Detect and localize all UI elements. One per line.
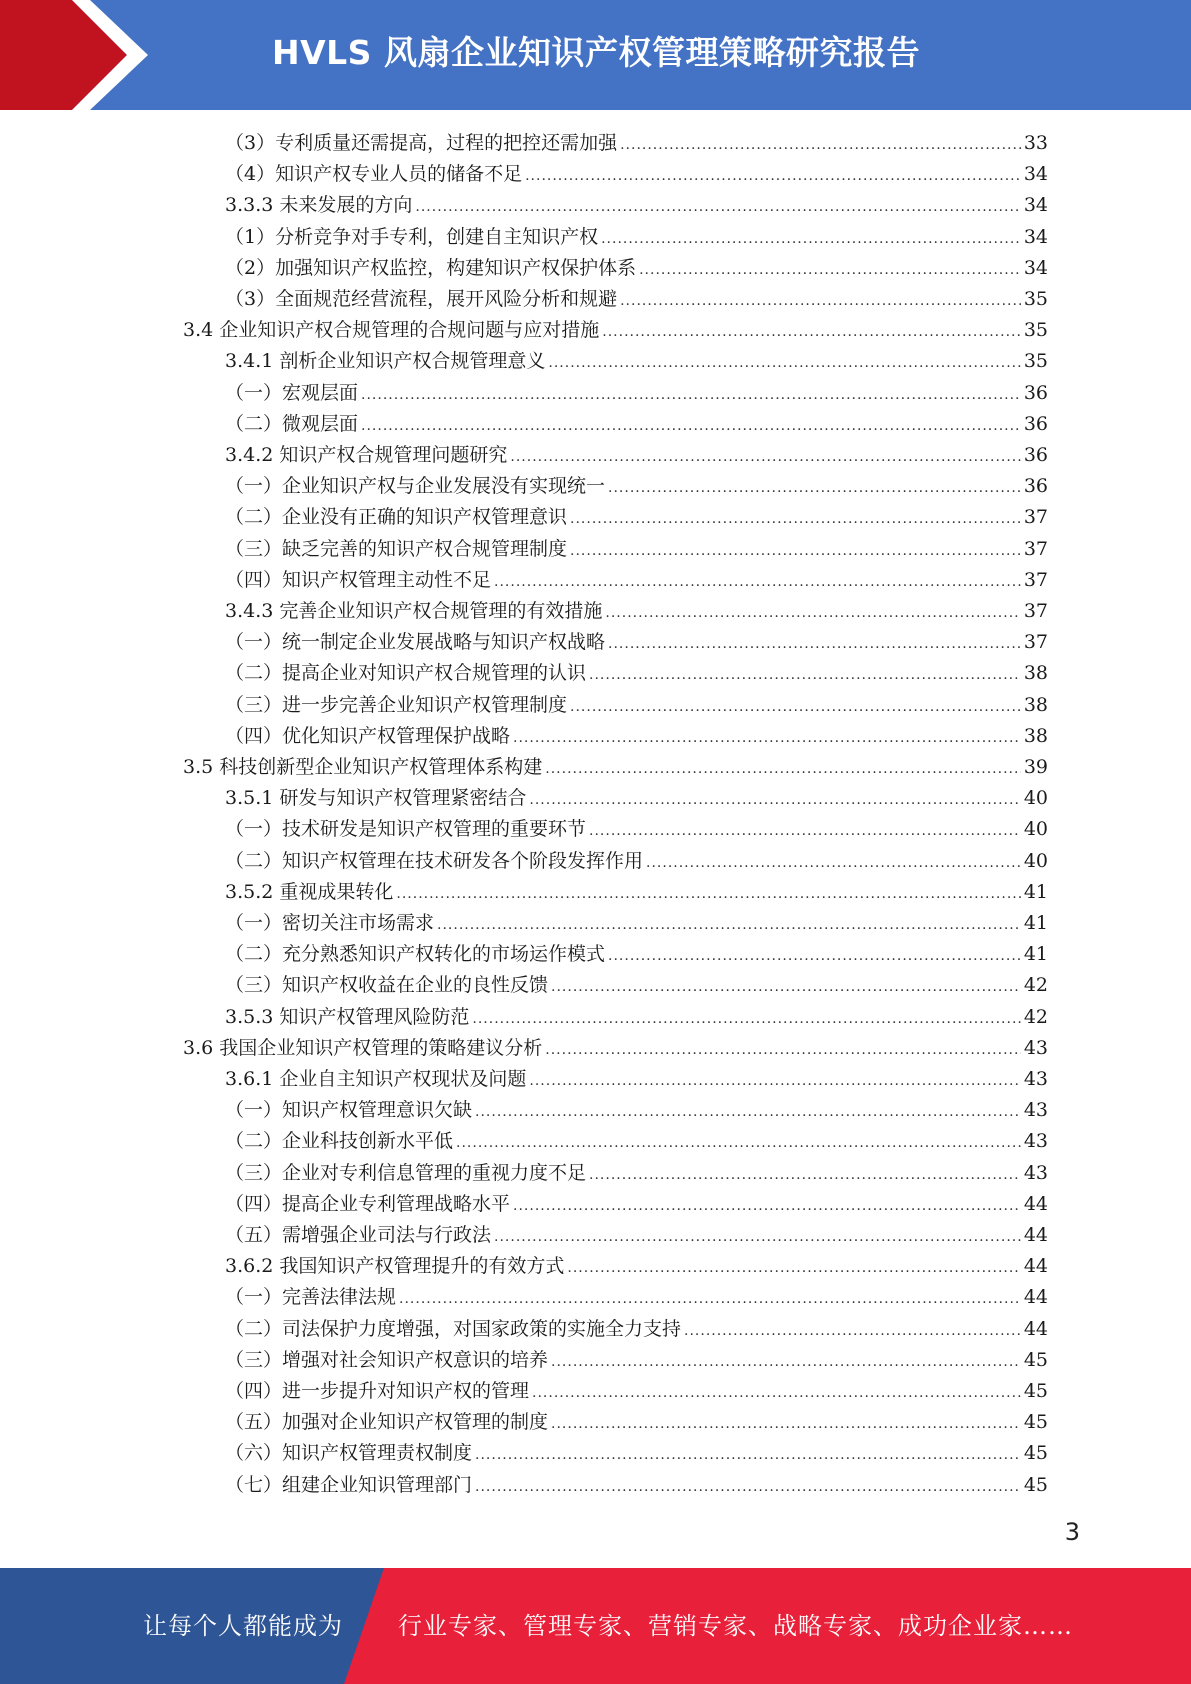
toc-entry-title: （一）技术研发是知识产权管理的重要环节	[225, 818, 587, 841]
toc-dot-leader	[589, 660, 1021, 691]
toc-dot-leader	[608, 941, 1021, 972]
toc-entry-title: （七）组建企业知识管理部门	[225, 1473, 473, 1496]
toc-entry[interactable]	[225, 846, 1048, 877]
toc-entry-title: （二）企业科技创新水平低	[225, 1130, 454, 1153]
toc-entry-title: （二）企业没有正确的知识产权管理意识	[225, 506, 568, 529]
toc-dot-leader	[620, 130, 1021, 161]
toc-dot-leader	[567, 1253, 1020, 1284]
toc-entry-page-number: 43	[1023, 1130, 1048, 1153]
toc-entry-page-number: 38	[1023, 724, 1048, 747]
toc-entry[interactable]	[225, 1002, 1048, 1033]
toc-dot-leader	[437, 910, 1021, 941]
toc-entry-title: （四）优化知识产权管理保护战略	[225, 724, 511, 747]
toc-entry-title: （一）完善法律法规	[225, 1286, 397, 1309]
toc-dot-leader	[548, 348, 1020, 379]
toc-entry[interactable]	[225, 658, 1048, 689]
toc-entry-page-number: 37	[1023, 506, 1048, 529]
toc-entry[interactable]	[225, 1064, 1048, 1095]
toc-entry-title: 3.5 科技创新型企业知识产权管理体系构建	[183, 756, 543, 778]
toc-entry-title: 3.6.2 我国知识产权管理提升的有效方式	[225, 1255, 565, 1278]
toc-entry-page-number: 38	[1023, 693, 1048, 716]
toc-entry[interactable]	[225, 253, 1048, 284]
toc-entry[interactable]	[225, 1345, 1048, 1376]
toc-entry-title: 3.6.1 企业自主知识产权现状及问题	[225, 1068, 527, 1090]
toc-entry[interactable]	[225, 440, 1048, 471]
toc-entry-title: 3.5.2 重视成果转化	[225, 880, 394, 903]
toc-entry-page-number: 40	[1023, 818, 1048, 841]
toc-entry-title: （三）缺乏完善的知识产权合规管理制度	[225, 537, 568, 560]
toc-entry-title: （一）统一制定企业发展战略与知识产权战略	[225, 631, 606, 654]
toc-dot-leader	[551, 972, 1021, 1003]
toc-dot-leader	[456, 1128, 1021, 1159]
toc-entry-title: 3.3.3 未来发展的方向	[225, 194, 413, 217]
toc-entry-page-number: 35	[1023, 319, 1048, 342]
toc-dot-leader	[510, 442, 1020, 473]
toc-entry[interactable]	[225, 721, 1048, 752]
toc-entry[interactable]	[225, 1095, 1048, 1126]
toc-entry-title: （4）知识产权专业人员的储备不足	[225, 163, 523, 186]
toc-dot-leader	[475, 1097, 1021, 1128]
toc-entry-page-number: 37	[1023, 537, 1048, 560]
toc-dot-leader	[361, 380, 1021, 411]
toc-entry-page-number: 44	[1023, 1255, 1048, 1278]
toc-dot-leader	[601, 224, 1021, 255]
toc-entry[interactable]	[183, 752, 1048, 783]
toc-entry-page-number: 34	[1023, 163, 1048, 186]
toc-entry[interactable]	[225, 970, 1048, 1001]
toc-dot-leader	[602, 317, 1021, 348]
toc-entry-title: （三）进一步完善企业知识产权管理制度	[225, 693, 568, 716]
toc-entry-title: （一）密切关注市场需求	[225, 912, 435, 934]
toc-entry[interactable]	[225, 534, 1048, 565]
toc-entry-page-number: 43	[1023, 1068, 1048, 1090]
toc-entry-page-number: 45	[1023, 1411, 1048, 1434]
toc-entry[interactable]	[183, 1033, 1048, 1064]
toc-dot-leader	[646, 848, 1021, 879]
page-header	[0, 0, 1191, 110]
toc-entry-page-number: 38	[1023, 662, 1048, 685]
toc-entry-page-number: 45	[1023, 1442, 1048, 1465]
toc-entry-page-number: 44	[1023, 1224, 1048, 1246]
toc-entry-title: （1）分析竞争对手专利，创建自主知识产权	[225, 225, 599, 248]
toc-dot-leader	[399, 1284, 1021, 1315]
toc-entry-page-number: 36	[1023, 381, 1048, 404]
toc-entry[interactable]	[225, 1282, 1048, 1313]
page-footer	[0, 1568, 1191, 1684]
toc-entry[interactable]	[225, 409, 1048, 440]
toc-entry-title: （五）需增强企业司法与行政法	[225, 1224, 492, 1246]
toc-entry[interactable]	[225, 1470, 1048, 1501]
toc-dot-leader	[472, 1004, 1020, 1035]
toc-entry-page-number: 45	[1023, 1473, 1048, 1496]
toc-dot-leader	[551, 1347, 1021, 1378]
toc-entry-title: （三）企业对专利信息管理的重视力度不足	[225, 1161, 587, 1184]
toc-dot-leader	[513, 1191, 1021, 1222]
toc-entry-page-number: 44	[1023, 1286, 1048, 1309]
toc-entry[interactable]	[225, 1251, 1048, 1282]
toc-entry-page-number: 43	[1023, 1099, 1048, 1122]
toc-entry[interactable]	[225, 1376, 1048, 1407]
toc-entry-page-number: 33	[1023, 132, 1048, 154]
toc-entry-page-number: 36	[1023, 444, 1048, 466]
toc-entry[interactable]	[225, 1126, 1048, 1157]
toc-entry-page-number: 42	[1023, 974, 1048, 997]
toc-entry-title: （四）提高企业专利管理战略水平	[225, 1192, 511, 1215]
toc-entry-title: （2）加强知识产权监控，构建知识产权保护体系	[225, 256, 637, 279]
toc-entry[interactable]	[225, 128, 1048, 159]
toc-dot-leader	[532, 1378, 1021, 1409]
toc-entry[interactable]	[225, 502, 1048, 533]
toc-entry-title: （二）充分熟悉知识产权转化的市场运作模式	[225, 943, 606, 966]
toc-entry-page-number: 37	[1023, 631, 1048, 654]
toc-entry-title: （一）企业知识产权与企业发展没有实现统一	[225, 475, 606, 498]
toc-entry-page-number: 41	[1023, 880, 1048, 903]
toc-dot-leader	[415, 192, 1020, 223]
toc-dot-leader	[529, 1066, 1020, 1097]
toc-entry-title: （二）微观层面	[225, 412, 359, 435]
toc-entry-page-number: 37	[1023, 568, 1048, 591]
footer-slogan-right: 行业专家、管理专家、营销专家、战略专家、成功企业家……	[398, 1612, 1073, 1640]
toc-dot-leader	[570, 536, 1021, 567]
toc-dot-leader	[605, 598, 1020, 629]
toc-entry[interactable]	[225, 471, 1048, 502]
toc-entry-title: （一）宏观层面	[225, 381, 359, 404]
document-title: HVLS 风扇企业知识产权管理策略研究报告	[272, 33, 920, 72]
toc-dot-leader	[570, 692, 1021, 723]
toc-entry-title: 3.5.1 研发与知识产权管理紧密结合	[225, 787, 527, 810]
toc-entry[interactable]	[225, 939, 1048, 970]
toc-entry[interactable]	[225, 1220, 1048, 1251]
toc-entry[interactable]	[225, 565, 1048, 596]
toc-dot-leader	[608, 473, 1021, 504]
toc-entry[interactable]	[225, 1438, 1048, 1469]
toc-entry-page-number: 39	[1023, 756, 1048, 778]
toc-dot-leader	[529, 785, 1020, 816]
toc-entry-title: 3.5.3 知识产权管理风险防范	[225, 1005, 470, 1028]
toc-entry-page-number: 34	[1023, 194, 1048, 217]
toc-dot-leader	[684, 1316, 1021, 1347]
toc-entry-title: （一）知识产权管理意识欠缺	[225, 1099, 473, 1122]
toc-dot-leader	[396, 879, 1020, 910]
toc-dot-leader	[639, 255, 1021, 286]
toc-entry-title: （二）提高企业对知识产权合规管理的认识	[225, 662, 587, 685]
toc-entry-title: （3）全面规范经营流程，展开风险分析和规避	[225, 288, 618, 310]
toc-entry[interactable]	[225, 783, 1048, 814]
toc-entry-page-number: 44	[1023, 1317, 1048, 1340]
toc-entry[interactable]	[225, 690, 1048, 721]
toc-entry[interactable]	[225, 627, 1048, 658]
toc-dot-leader	[475, 1472, 1021, 1503]
toc-dot-leader	[525, 161, 1021, 192]
toc-dot-leader	[545, 1035, 1021, 1066]
toc-entry-page-number: 36	[1023, 412, 1048, 435]
toc-entry[interactable]	[225, 908, 1048, 939]
toc-entry-title: 3.4.3 完善企业知识产权合规管理的有效措施	[225, 600, 603, 622]
toc-dot-leader	[475, 1440, 1021, 1471]
toc-entry[interactable]	[225, 596, 1048, 627]
toc-entry[interactable]	[183, 315, 1048, 346]
toc-entry[interactable]	[225, 190, 1048, 221]
toc-entry[interactable]	[225, 1314, 1048, 1345]
toc-entry-page-number: 44	[1023, 1192, 1048, 1215]
toc-entry-title: （三）增强对社会知识产权意识的培养	[225, 1348, 549, 1371]
toc-dot-leader	[620, 286, 1021, 317]
toc-entry[interactable]	[225, 284, 1048, 315]
toc-entry[interactable]	[225, 346, 1048, 377]
toc-entry-page-number: 35	[1023, 288, 1048, 310]
toc-entry-page-number: 40	[1023, 849, 1048, 872]
toc-entry-title: （3）专利质量还需提高，过程的把控还需加强	[225, 132, 618, 154]
toc-entry-title: 3.4.1 剖析企业知识产权合规管理意义	[225, 350, 546, 373]
toc-entry-page-number: 34	[1023, 256, 1048, 279]
toc-entry[interactable]	[225, 814, 1048, 845]
toc-entry-page-number: 37	[1023, 600, 1048, 622]
toc-entry-page-number: 36	[1023, 475, 1048, 498]
toc-entry-page-number: 41	[1023, 912, 1048, 934]
toc-dot-leader	[494, 567, 1021, 598]
toc-entry-title: （二）司法保护力度增强，对国家政策的实施全力支持	[225, 1317, 682, 1340]
toc-entry-title: （五）加强对企业知识产权管理的制度	[225, 1411, 549, 1434]
toc-entry-page-number: 42	[1023, 1005, 1048, 1028]
toc-entry-title: （三）知识产权收益在企业的良性反馈	[225, 974, 549, 997]
toc-entry-title: 3.4.2 知识产权合规管理问题研究	[225, 444, 508, 466]
toc-entry-title: （四）知识产权管理主动性不足	[225, 568, 492, 591]
toc-entry-page-number: 34	[1023, 225, 1048, 248]
toc-entry-page-number: 43	[1023, 1161, 1048, 1184]
toc-dot-leader	[551, 1409, 1021, 1440]
toc-entry-title: 3.6 我国企业知识产权管理的策略建议分析	[183, 1036, 543, 1059]
toc-dot-leader	[608, 629, 1021, 660]
toc-entry-page-number: 41	[1023, 943, 1048, 966]
toc-dot-leader	[589, 1160, 1021, 1191]
toc-entry[interactable]	[225, 378, 1048, 409]
toc-entry-title: （六）知识产权管理责权制度	[225, 1442, 473, 1465]
toc-dot-leader	[513, 723, 1021, 754]
toc-entry-title: （四）进一步提升对知识产权的管理	[225, 1380, 530, 1402]
toc-entry[interactable]	[225, 1158, 1048, 1189]
toc-entry[interactable]	[225, 877, 1048, 908]
page-number: 3	[1064, 1518, 1080, 1546]
toc-entry[interactable]	[225, 222, 1048, 253]
toc-dot-leader	[545, 754, 1021, 785]
toc-dot-leader	[570, 504, 1021, 535]
toc-dot-leader	[494, 1222, 1021, 1253]
toc-entry-title: 3.4 企业知识产权合规管理的合规问题与应对措施	[183, 319, 600, 342]
footer-slogan-left: 让每个人都能成为	[143, 1612, 343, 1640]
toc-entry[interactable]	[225, 1407, 1048, 1438]
toc-entry-page-number: 45	[1023, 1348, 1048, 1371]
toc-entry-page-number: 35	[1023, 350, 1048, 373]
toc-entry[interactable]	[225, 1189, 1048, 1220]
toc-entry-title: （二）知识产权管理在技术研发各个阶段发挥作用	[225, 849, 644, 872]
toc-entry-page-number: 43	[1023, 1036, 1048, 1059]
toc-dot-leader	[361, 411, 1021, 442]
toc-entry-page-number: 45	[1023, 1380, 1048, 1402]
toc-dot-leader	[589, 816, 1021, 847]
toc-entry-page-number: 40	[1023, 787, 1048, 810]
toc-entry[interactable]	[225, 159, 1048, 190]
